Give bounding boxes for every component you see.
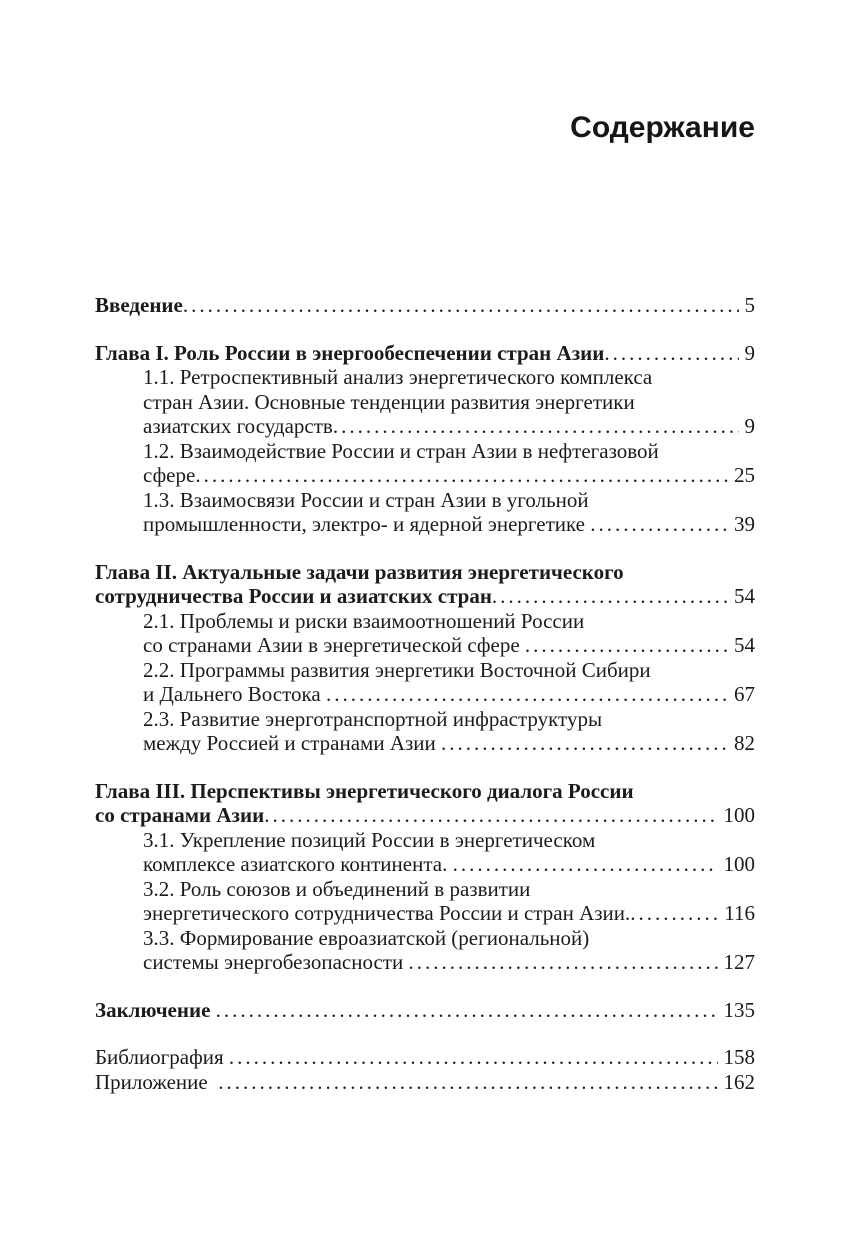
- dot-leader: [264, 803, 717, 828]
- toc-line: [143, 731, 755, 756]
- page-title: Содержание: [570, 111, 755, 144]
- toc-line: стран Азии. Основные тенденции развития энергетики: [143, 389, 635, 414]
- dot-leader: [525, 633, 728, 658]
- dot-leader: [326, 682, 728, 707]
- toc-entry: [95, 609, 755, 658]
- toc-line: [143, 682, 755, 707]
- toc-line-text: Глава I. Роль России в энергообеспечении стран Азии: [95, 340, 605, 365]
- toc-line: [95, 293, 755, 318]
- page-number: 158: [723, 1045, 755, 1069]
- dot-leader: [453, 852, 718, 877]
- toc-line: Глава II. Актуальные задачи развития энергетического: [95, 559, 624, 584]
- toc-line-text: Заключение: [95, 997, 216, 1022]
- toc-line-text: между Россией и странами Азии: [143, 731, 442, 755]
- toc-entry: [95, 365, 755, 439]
- toc-line-text: комплексе азиатского континента.: [143, 852, 453, 876]
- toc-entry: [95, 1070, 755, 1095]
- page-number: 9: [744, 414, 755, 438]
- page-number: 100: [723, 803, 755, 827]
- dot-leader: [408, 950, 717, 975]
- toc-entry: [95, 1045, 755, 1070]
- toc-entry: [95, 707, 755, 756]
- page-number: 127: [723, 950, 755, 974]
- toc-line: 3.2. Роль союзов и объединений в развитии: [143, 876, 531, 901]
- dot-leader: [183, 293, 739, 318]
- toc-entry: [95, 828, 755, 877]
- toc-line: 1.3. Взаимосвязи России и стран Азии в угольной: [143, 487, 589, 512]
- page-number: 54: [734, 633, 755, 657]
- toc-line: [95, 584, 755, 609]
- dot-leader: [195, 463, 728, 488]
- dot-leader: [216, 998, 718, 1023]
- page-number: 162: [723, 1069, 755, 1094]
- toc-line: 2.3. Развитие энерготранспортной инфраструктуры: [143, 706, 603, 731]
- page-number: 5: [744, 293, 755, 317]
- toc-line: [95, 998, 755, 1023]
- toc-line-text: сфере: [143, 463, 196, 487]
- toc-line-text: системы энергобезопасности: [143, 950, 409, 974]
- toc-line-text: со странами Азии: [95, 803, 265, 827]
- toc-line: [95, 341, 755, 366]
- toc-entry: [95, 926, 755, 975]
- toc-line: 2.2. Программы развития энергетики Восточной Сибири: [143, 657, 651, 682]
- toc-entry: [95, 998, 755, 1023]
- page-number: 82: [734, 731, 755, 755]
- page-number: 135: [723, 997, 755, 1022]
- dot-leader: [333, 414, 739, 439]
- toc-line-text: азиатских государств: [143, 414, 333, 438]
- toc-line: Глава III. Перспективы энергетического диалога России: [95, 778, 634, 803]
- page-number: 9: [744, 340, 755, 365]
- toc-line: [95, 1070, 755, 1095]
- toc-line: 2.1. Проблемы и риски взаимоотношений России: [143, 608, 585, 633]
- page-number: 116: [724, 901, 755, 925]
- toc-entry: [95, 293, 755, 318]
- toc-line: 3.3. Формирование евроазиатской (региональной): [143, 925, 590, 950]
- toc-line-text: Приложение: [95, 1069, 219, 1094]
- toc-list: [95, 293, 755, 1094]
- page-number: 25: [734, 463, 755, 487]
- page-number: 100: [723, 852, 755, 876]
- toc-line-text: Библиография: [95, 1045, 229, 1069]
- page-number: 67: [734, 682, 755, 706]
- page-number: 39: [734, 512, 755, 536]
- toc-line: [143, 852, 755, 877]
- page-number: 54: [734, 584, 755, 608]
- toc-line: 1.2. Взаимодействие России и стран Азии в нефтегазовой: [143, 438, 659, 463]
- toc-line: [143, 633, 755, 658]
- dot-leader: [590, 512, 728, 537]
- dot-leader: [492, 584, 728, 609]
- toc-line: [95, 1045, 755, 1070]
- toc-line: [143, 463, 755, 488]
- dot-leader: [218, 1070, 717, 1095]
- toc-line: [143, 901, 755, 926]
- toc-line-text: сотрудничества России и азиатских стран: [95, 584, 492, 608]
- toc-line-text: промышленности, электро- и ядерной энергетике: [143, 512, 591, 536]
- toc-entry: [95, 488, 755, 537]
- dot-leader: [229, 1045, 718, 1070]
- toc-entry: [95, 439, 755, 488]
- toc-line: [143, 414, 755, 439]
- toc-entry: [95, 877, 755, 926]
- toc-line-text: энергетического сотрудничества России и стран Азии.: [143, 901, 631, 925]
- toc-entry: [95, 658, 755, 707]
- toc-entry: [95, 560, 755, 609]
- toc-entry: [95, 341, 755, 366]
- toc-line-text: со странами Азии в энергетической сфере: [143, 633, 525, 657]
- toc-line: 3.1. Укрепление позиций России в энергетическом: [143, 827, 596, 852]
- toc-line: [143, 512, 755, 537]
- toc-line-text: Введение: [95, 293, 183, 317]
- toc-line: [143, 950, 755, 975]
- dot-leader: [630, 901, 718, 926]
- dot-leader: [441, 731, 728, 756]
- toc-entry: [95, 779, 755, 828]
- toc-line: 1.1. Ретроспективный анализ энергетического комплекса: [143, 365, 653, 389]
- toc-line-text: и Дальнего Востока: [143, 682, 326, 706]
- toc-line: [95, 803, 755, 828]
- dot-leader: [604, 341, 738, 366]
